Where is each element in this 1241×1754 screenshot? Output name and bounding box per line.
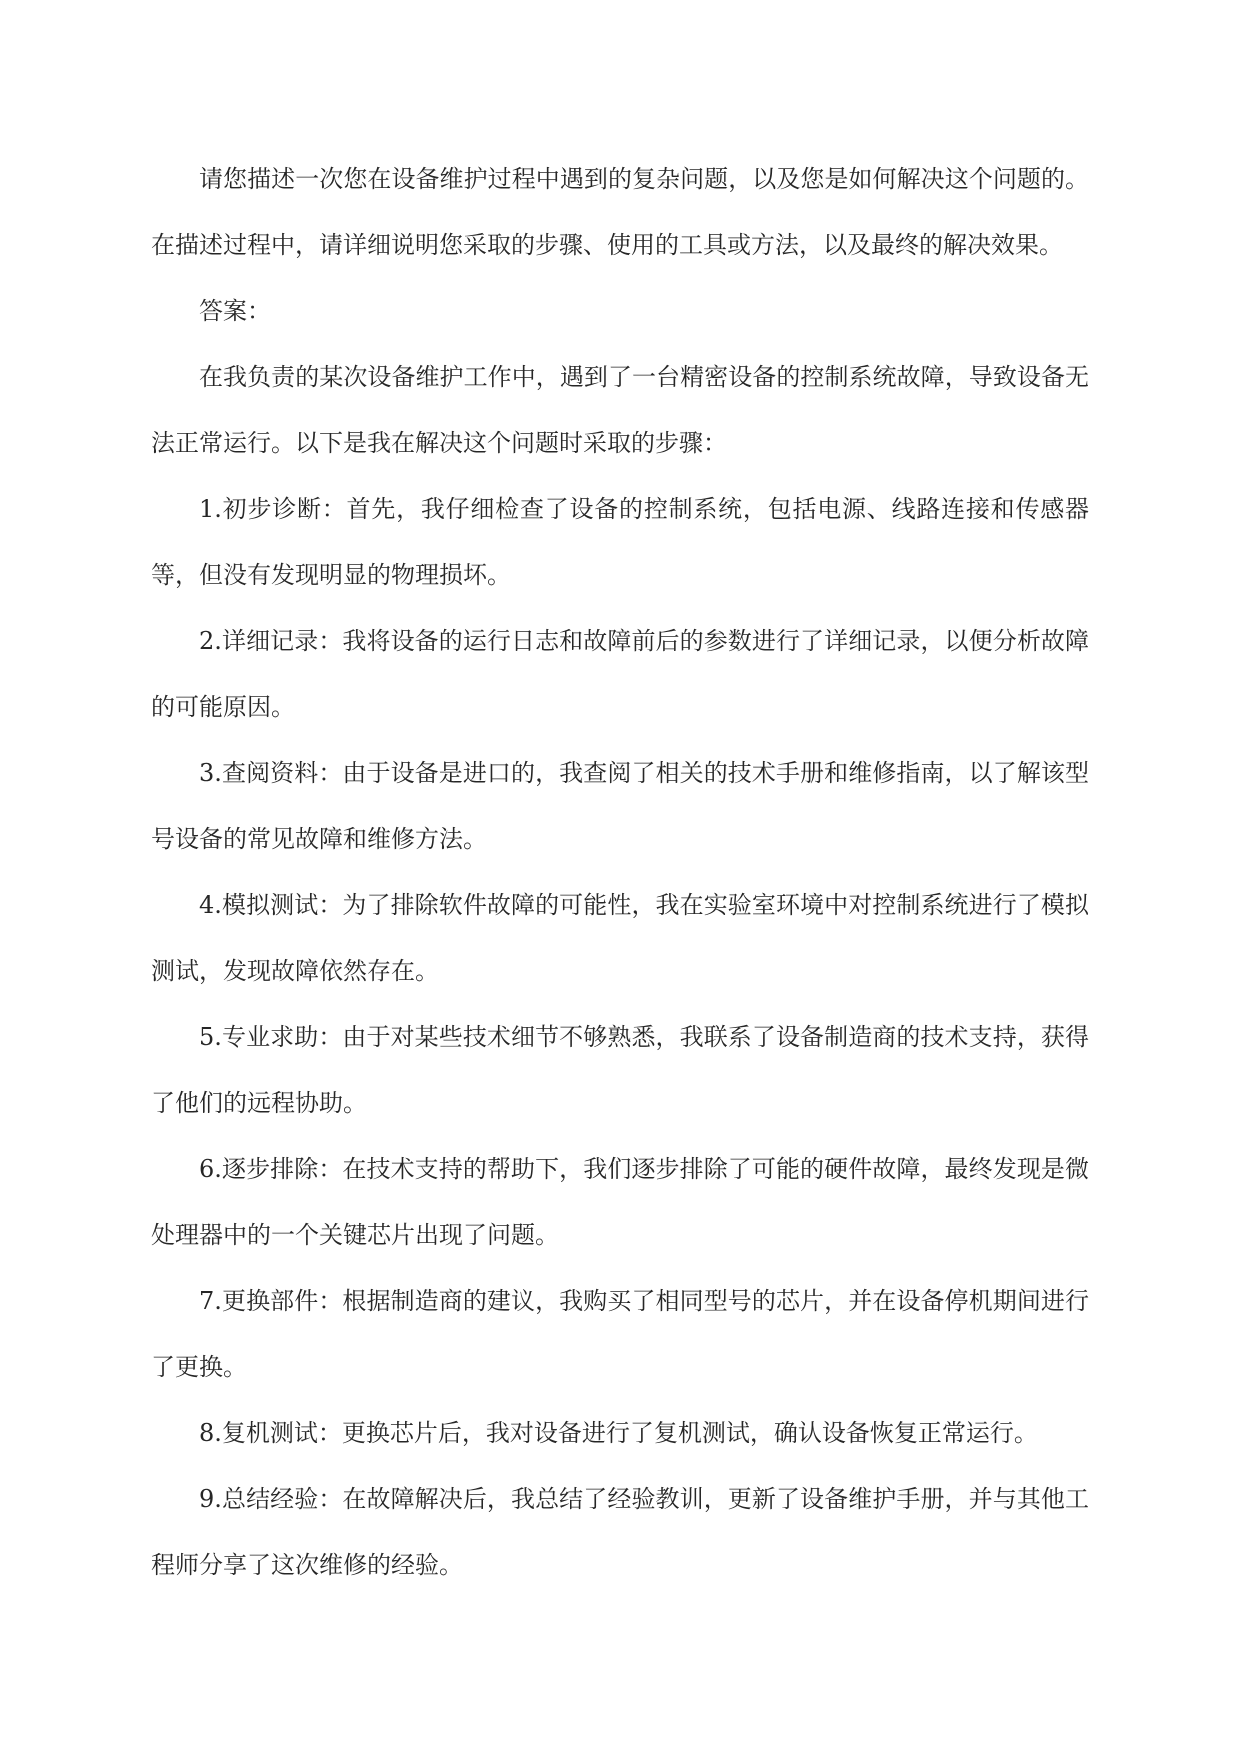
document-body [151,146,1089,1598]
step-1-paragraph: 1.初步诊断：首先，我仔细检查了设备的控制系统，包括电源、线路连接和传感器等，但没有发现明显的物理损坏。 [151,495,1089,589]
step-6-paragraph: 6.逐步排除：在技术支持的帮助下，我们逐步排除了可能的硬件故障，最终发现是微处理器中的一个关键芯片出现了问题。 [151,1155,1089,1249]
step-9-paragraph: 9.总结经验：在故障解决后，我总结了经验教训，更新了设备维护手册，并与其他工程师分享了这次维修的经验。 [151,1485,1089,1579]
step-5-paragraph: 5.专业求助：由于对某些技术细节不够熟悉，我联系了设备制造商的技术支持，获得了他们的远程协助。 [151,1023,1089,1117]
step-8-paragraph: 8.复机测试：更换芯片后，我对设备进行了复机测试，确认设备恢复正常运行。 [199,1419,1038,1447]
question-paragraph: 请您描述一次您在设备维护过程中遇到的复杂问题，以及您是如何解决这个问题的。在描述过程中，请详细说明您采取的步骤、使用的工具或方法，以及最终的解决效果。 [151,165,1089,259]
step-4-paragraph: 4.模拟测试：为了排除软件故障的可能性，我在实验室环境中对控制系统进行了模拟测试，发现故障依然存在。 [151,891,1089,985]
step-3-paragraph: 3.查阅资料：由于设备是进口的，我查阅了相关的技术手册和维修指南，以了解该型号设备的常见故障和维修方法。 [151,759,1089,853]
step-7-paragraph: 7.更换部件：根据制造商的建议，我购买了相同型号的芯片，并在设备停机期间进行了更换。 [151,1287,1089,1381]
step-2-paragraph: 2.详细记录：我将设备的运行日志和故障前后的参数进行了详细记录，以便分析故障的可能原因。 [151,627,1089,721]
answer-heading: 答案： [199,297,271,325]
answer-intro-paragraph: 在我负责的某次设备维护工作中，遇到了一台精密设备的控制系统故障，导致设备无法正常运行。以下是我在解决这个问题时采取的步骤： [151,363,1089,457]
